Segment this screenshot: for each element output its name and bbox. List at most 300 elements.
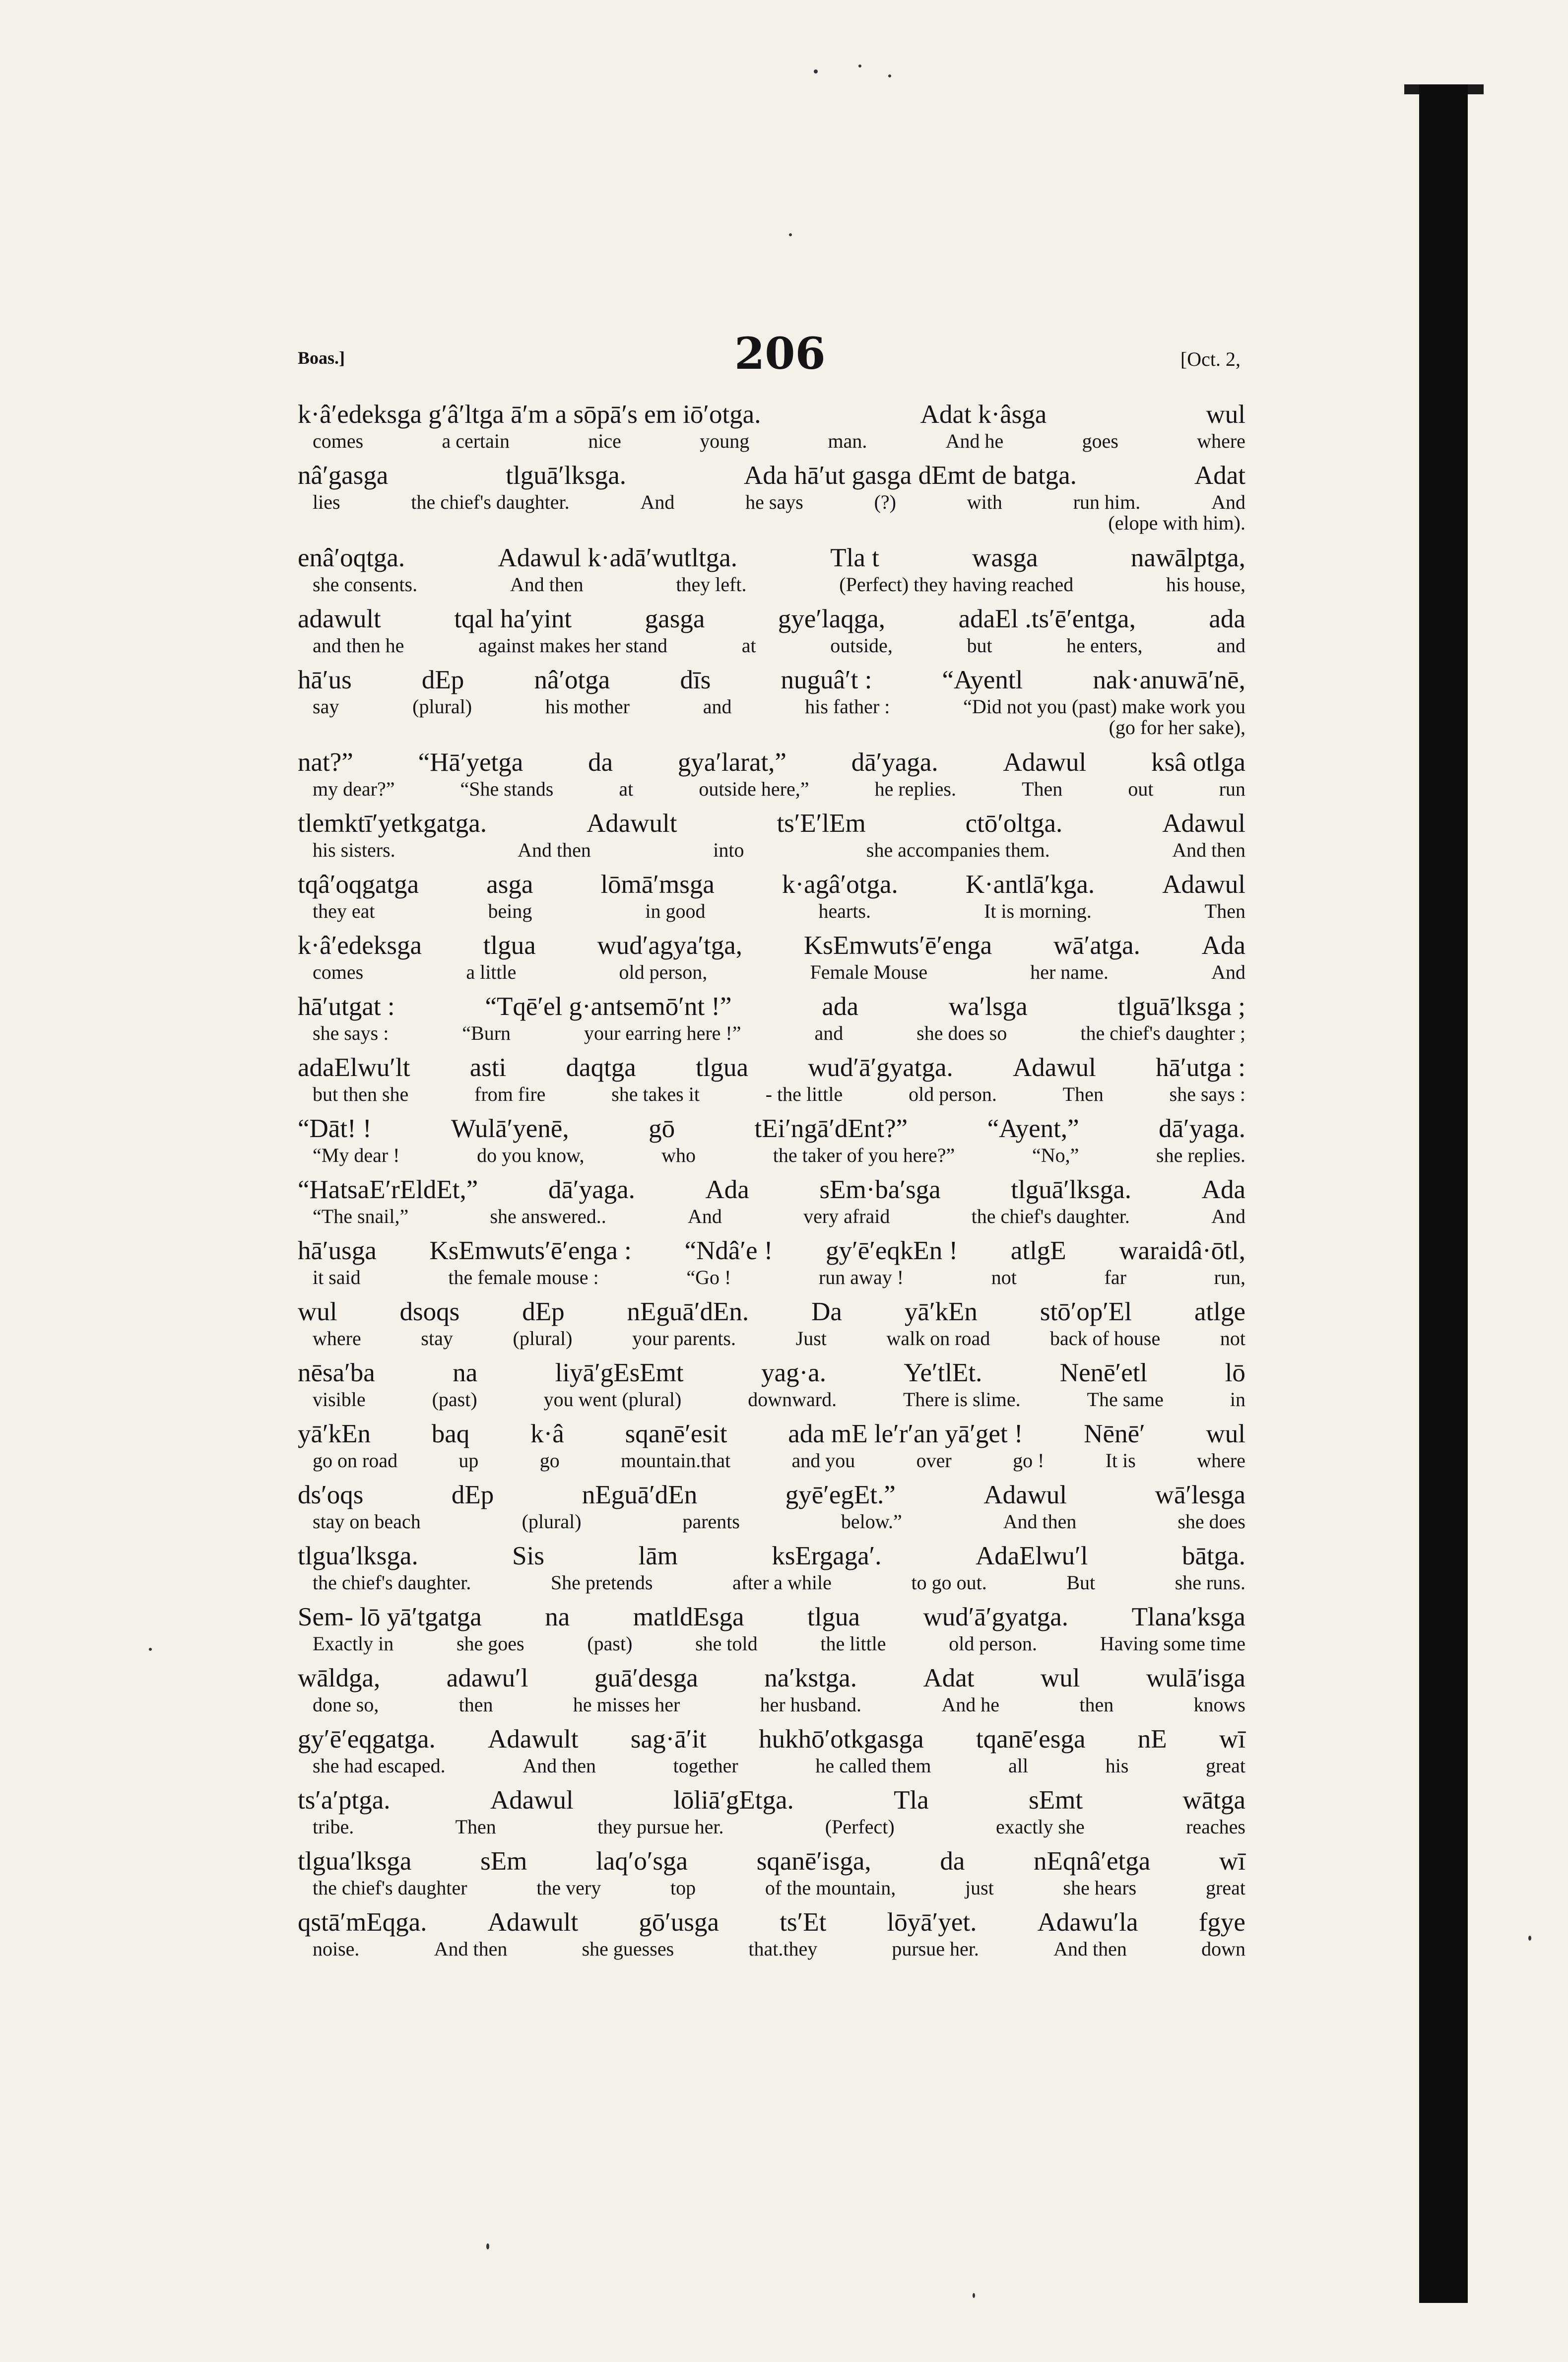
gloss-word: comes: [313, 430, 364, 452]
native-word: ts′Et: [780, 1908, 827, 1937]
native-text-line: [298, 931, 1245, 960]
gloss-word: - the little: [765, 1083, 843, 1105]
native-word: Adawul k·adā′wutltga.: [498, 543, 737, 572]
native-word: Adat k·âsga: [920, 400, 1047, 429]
gloss-word: run him.: [1073, 491, 1141, 513]
english-gloss-line: [298, 1877, 1245, 1899]
gloss-word: And: [687, 1205, 722, 1227]
native-word: dEp: [522, 1297, 565, 1326]
gloss-word: “Burn: [462, 1022, 511, 1044]
gloss-word: She pretends: [550, 1571, 653, 1594]
native-word: wa′lsga: [948, 992, 1028, 1021]
native-text-line: [298, 1175, 1245, 1205]
gloss-word: go !: [1013, 1449, 1045, 1472]
native-word: sqanē′esit: [625, 1419, 727, 1448]
gloss-word: Then: [1022, 778, 1063, 800]
scan-speck: [1528, 1936, 1531, 1941]
gloss-word: (Perfect) they having reached: [839, 573, 1074, 596]
native-word: adaElwu′lt: [298, 1053, 410, 1082]
native-word: Tla t: [830, 543, 879, 572]
gloss-word: you went (plural): [543, 1388, 682, 1411]
native-word: nEguā′dEn.: [627, 1297, 749, 1326]
gloss-word: noise.: [313, 1938, 360, 1960]
native-word: tlgua: [807, 1603, 860, 1631]
running-head-date: [Oct. 2,: [1180, 348, 1241, 370]
native-word: hā′utgat :: [298, 992, 395, 1021]
native-word: tlgua′lksga: [298, 1847, 412, 1876]
native-word: Tla: [894, 1786, 929, 1815]
native-word: Adawul: [490, 1786, 574, 1815]
native-word: lōliā′gEtga.: [673, 1786, 794, 1815]
native-word: wud′agya′tga,: [597, 931, 743, 960]
native-word: Adawult: [488, 1725, 579, 1754]
interlinear-line: [298, 809, 1245, 870]
gloss-word: And: [1211, 1205, 1245, 1227]
english-gloss-line: [298, 1389, 1245, 1411]
english-gloss-line: [298, 1206, 1245, 1227]
native-word: tqal ha′yint: [454, 605, 572, 633]
native-word: Ada: [1201, 931, 1245, 960]
gloss-word: the very: [536, 1877, 601, 1899]
native-word: gō: [649, 1114, 675, 1143]
gloss-word: (plural): [412, 695, 472, 718]
gloss-word: outside here,”: [699, 778, 809, 800]
native-word: Adawult: [487, 1908, 579, 1937]
gloss-word: she says :: [313, 1022, 389, 1044]
gloss-word: his: [1105, 1755, 1129, 1777]
native-text-line: [298, 1297, 1245, 1327]
interlinear-line: [298, 1297, 1245, 1358]
native-text-line: [298, 1541, 1245, 1571]
gloss-word: and: [1217, 634, 1245, 657]
gloss-word: (Perfect): [825, 1816, 895, 1838]
gloss-word: And he: [945, 430, 1004, 452]
native-word: dā′yaga.: [548, 1175, 635, 1204]
gloss-word: his house,: [1166, 573, 1245, 596]
gloss-word: And: [640, 491, 675, 513]
gloss-word: he replies.: [874, 778, 956, 800]
gloss-word: he says: [745, 491, 803, 513]
english-gloss-line: [298, 1083, 1245, 1105]
native-word: “HatsaE′rEldEt,”: [298, 1175, 478, 1204]
gloss-word: she takes it: [611, 1083, 700, 1105]
interlinear-line: [298, 931, 1245, 992]
native-word: sEmt: [1029, 1786, 1083, 1815]
gloss-word: downward.: [748, 1388, 837, 1411]
native-text-line: [298, 747, 1245, 777]
native-word: adaEl .ts′ē′entga,: [958, 605, 1136, 633]
native-word: hā′us: [298, 666, 352, 694]
native-word: wī: [1219, 1847, 1245, 1876]
gloss-word: he enters,: [1066, 634, 1143, 657]
gloss-word: the female mouse :: [448, 1266, 599, 1288]
native-word: Adawul: [983, 1481, 1067, 1509]
native-text-line: [298, 1724, 1245, 1754]
native-word: wātga: [1182, 1786, 1245, 1815]
gloss-word: done so,: [313, 1693, 379, 1716]
native-text-line: [298, 1053, 1245, 1082]
gloss-word: goes: [1082, 430, 1118, 452]
native-text-line: [298, 665, 1245, 695]
native-word: “Dāt! !: [298, 1114, 372, 1143]
page-number: 206: [734, 328, 826, 379]
gloss-word: over: [916, 1449, 952, 1472]
native-word: lōmā′msga: [600, 870, 715, 899]
interlinear-line: [298, 1846, 1245, 1907]
native-word: na′kstga.: [764, 1664, 857, 1692]
native-word: bātga.: [1181, 1542, 1245, 1570]
interlinear-line: [298, 1114, 1245, 1175]
native-word: Adat: [1194, 461, 1245, 490]
gloss-word: (plural): [513, 1327, 573, 1350]
native-word: na: [545, 1603, 570, 1631]
gloss-word: up: [458, 1449, 479, 1472]
gloss-word: my dear?”: [313, 778, 395, 800]
native-word: ds′oqs: [298, 1481, 364, 1509]
gloss-word: the little: [820, 1632, 886, 1655]
gloss-word: far: [1104, 1266, 1126, 1288]
gloss-word: that.they: [748, 1938, 818, 1960]
native-word: Ada: [1201, 1175, 1245, 1204]
native-word: atlge: [1194, 1297, 1245, 1326]
scan-speck: [814, 69, 818, 73]
gloss-word: old person.: [949, 1632, 1038, 1655]
gloss-word: hearts.: [818, 900, 871, 922]
native-word: fgye: [1198, 1908, 1245, 1937]
native-word: Tlana′ksga: [1131, 1603, 1245, 1631]
gloss-word: go on road: [313, 1449, 398, 1472]
gloss-word: she accompanies them.: [866, 839, 1050, 861]
native-word: yā′kEn: [904, 1297, 978, 1326]
gloss-word: (past): [432, 1388, 477, 1411]
english-gloss-line: [298, 1694, 1245, 1716]
gloss-word: but then she: [313, 1083, 409, 1105]
gloss-word: she guesses: [582, 1938, 674, 1960]
interlinear-line: [298, 1602, 1245, 1663]
native-word: ada: [822, 992, 858, 1021]
native-text-line: [298, 543, 1245, 573]
english-gloss-line: [298, 574, 1245, 596]
native-word: nat?”: [298, 748, 353, 777]
gloss-word: top: [670, 1877, 696, 1899]
gloss-word: parents: [682, 1510, 740, 1533]
native-word: nâ′otga: [534, 666, 610, 694]
gloss-word: young: [700, 430, 750, 452]
gloss-word: And then: [510, 573, 584, 596]
gloss-word: a little: [466, 961, 517, 983]
gloss-word: And: [1211, 961, 1245, 983]
scan-speck: [888, 74, 891, 77]
gloss-word: And: [1211, 491, 1245, 513]
english-gloss-line: [298, 1633, 1245, 1655]
native-word: nēsa′ba: [298, 1358, 375, 1387]
native-word: dEp: [421, 666, 464, 694]
gloss-word: “She stands: [460, 778, 554, 800]
gloss-word: And then: [1172, 839, 1245, 861]
native-word: tlguā′lksga.: [1011, 1175, 1132, 1204]
native-word: gyē′egEt.”: [785, 1481, 896, 1509]
gloss-word: he misses her: [573, 1693, 680, 1716]
gloss-word: And then: [1053, 1938, 1127, 1960]
gloss-word: mountain.that: [621, 1449, 731, 1472]
gloss-word: against makes her stand: [478, 634, 668, 657]
native-word: nak·anuwā′nē,: [1093, 666, 1245, 694]
gloss-word: in: [1230, 1388, 1245, 1411]
gloss-word: (plural): [522, 1510, 582, 1533]
native-word: yā′kEn: [298, 1419, 371, 1448]
gloss-word: just: [965, 1877, 994, 1899]
gloss-word: And then: [1003, 1510, 1077, 1533]
gloss-word: not: [1220, 1327, 1245, 1350]
gloss-word: and: [703, 695, 732, 718]
gloss-word: great: [1206, 1755, 1245, 1777]
native-word: waraidâ·ōtl,: [1119, 1236, 1245, 1265]
gloss-word: reaches: [1186, 1816, 1245, 1838]
native-text-line: [298, 400, 1245, 429]
english-gloss-line: [298, 635, 1245, 657]
gloss-word: exactly she: [995, 1816, 1085, 1838]
native-word: nEqnâ′etga: [1034, 1847, 1151, 1876]
native-word: qstā′mEqga.: [298, 1908, 427, 1937]
gloss-word: visible: [313, 1388, 366, 1411]
gloss-continuation: (elope with him).: [1108, 512, 1245, 534]
gloss-word: then: [1079, 1693, 1114, 1716]
gloss-word: she had escaped.: [313, 1755, 446, 1777]
gloss-word: all: [1008, 1755, 1029, 1777]
native-word: ts′E′lEm: [777, 809, 866, 838]
native-word: KsEmwuts′ē′enga :: [429, 1236, 632, 1265]
gloss-word: outside,: [830, 634, 893, 657]
gloss-word: lies: [313, 491, 340, 513]
gloss-word: out: [1128, 778, 1154, 800]
native-word: Adawul: [1003, 748, 1087, 777]
interlinear-line: [298, 1175, 1245, 1236]
native-text-line: [298, 1419, 1245, 1449]
native-word: hā′utga :: [1156, 1053, 1245, 1082]
native-word: nâ′gasga: [298, 461, 389, 490]
gloss-word: his sisters.: [313, 839, 395, 861]
native-word: gy′ē′eqgatga.: [298, 1725, 436, 1754]
native-word: matldEsga: [633, 1603, 744, 1631]
native-word: nEguā′dEn: [582, 1481, 698, 1509]
gloss-word: his mother: [545, 695, 630, 718]
gloss-word: old person.: [909, 1083, 997, 1105]
native-word: laq′o′sga: [596, 1847, 688, 1876]
gloss-word: “Did not you (past) make work you: [963, 695, 1245, 718]
native-word: Adawul: [1162, 870, 1245, 899]
gloss-word: she runs.: [1175, 1571, 1245, 1594]
native-word: “Ayentl: [942, 666, 1023, 694]
interlinear-line: [298, 870, 1245, 931]
native-word: “Ndâ′e !: [684, 1236, 773, 1265]
gloss-word: knows: [1193, 1693, 1245, 1716]
english-gloss-line: [298, 1572, 1245, 1594]
native-text-line: [298, 992, 1245, 1021]
scan-speck: [789, 233, 792, 236]
scan-border: [1419, 84, 1468, 2303]
native-word: ksâ otlga: [1151, 748, 1245, 777]
scan-speck: [486, 2243, 489, 2249]
gloss-word: she hears: [1063, 1877, 1137, 1899]
gloss-continuation: (go for her sake),: [1109, 716, 1245, 739]
native-word: adawu′l: [446, 1664, 528, 1692]
native-word: asti: [469, 1053, 507, 1082]
gloss-word: your parents.: [632, 1327, 736, 1350]
scan-speck: [858, 65, 861, 67]
gloss-word: where: [313, 1327, 361, 1350]
native-text-line: [298, 1358, 1245, 1388]
gloss-word: stay on beach: [313, 1510, 421, 1533]
gloss-word: “The snail,”: [313, 1205, 409, 1227]
native-word: atlgE: [1010, 1236, 1066, 1265]
native-word: Ye′tlEt.: [904, 1358, 982, 1387]
gloss-word: after a while: [732, 1571, 832, 1594]
english-gloss-line: [298, 1022, 1245, 1044]
native-word: ada: [1209, 605, 1245, 633]
native-word: Sis: [512, 1542, 544, 1570]
english-gloss-line: [298, 839, 1245, 861]
native-word: dīs: [680, 666, 711, 694]
interlinear-line: [298, 1785, 1245, 1846]
interlinear-line: [298, 604, 1245, 665]
gloss-word: and you: [791, 1449, 855, 1472]
native-word: tqâ′oqgatga: [298, 870, 419, 899]
english-gloss-line: [298, 778, 1245, 800]
english-gloss-line: [298, 961, 1245, 983]
gloss-word: There is slime.: [903, 1388, 1021, 1411]
native-word: AdaElwu′l: [975, 1542, 1088, 1570]
gloss-word: old person,: [619, 961, 708, 983]
gloss-word: (past): [587, 1632, 633, 1655]
gloss-word: her name.: [1030, 961, 1109, 983]
native-word: dā′yaga.: [1159, 1114, 1245, 1143]
native-text-line: [298, 604, 1245, 634]
native-word: sEm: [480, 1847, 527, 1876]
gloss-word: they eat: [313, 900, 375, 922]
gloss-word: your earring here !”: [584, 1022, 741, 1044]
native-word: stō′op′El: [1040, 1297, 1132, 1326]
native-word: sEm·ba′sga: [819, 1175, 941, 1204]
gloss-word: man.: [828, 430, 867, 452]
native-word: “Ayent,”: [987, 1114, 1079, 1143]
gloss-word: she told: [695, 1632, 758, 1655]
gloss-word: “Go !: [686, 1266, 731, 1288]
native-word: dEp: [451, 1481, 494, 1509]
gloss-word: comes: [313, 961, 364, 983]
gloss-word: she goes: [456, 1632, 524, 1655]
english-gloss-line: [298, 1450, 1245, 1472]
native-word: ksErgaga′.: [772, 1542, 882, 1570]
native-word: gō′usga: [639, 1908, 719, 1937]
native-word: Wulā′yenē,: [451, 1114, 569, 1143]
english-gloss-line: [298, 430, 1245, 452]
native-word: lō: [1225, 1358, 1245, 1387]
english-gloss-line: [298, 1145, 1245, 1166]
gloss-word: walk on road: [886, 1327, 990, 1350]
gloss-word: But: [1066, 1571, 1096, 1594]
gloss-word: do you know,: [477, 1144, 585, 1166]
interlinear-text: [298, 400, 1245, 1968]
native-word: nawālptga,: [1130, 543, 1245, 572]
native-word: enâ′oqtga.: [298, 543, 405, 572]
interlinear-line: [298, 665, 1245, 747]
native-word: wul: [1040, 1664, 1080, 1692]
gloss-word: It is: [1105, 1449, 1136, 1472]
native-word: hā′usga: [298, 1236, 377, 1265]
native-word: da: [588, 748, 613, 777]
native-word: tqanē′esga: [976, 1725, 1086, 1754]
gloss-word: she says :: [1169, 1083, 1245, 1105]
native-text-line: [298, 1480, 1245, 1510]
interlinear-line: [298, 992, 1245, 1053]
gloss-word: his father :: [805, 695, 890, 718]
gloss-word: tribe.: [313, 1816, 354, 1838]
interlinear-line: [298, 1480, 1245, 1541]
native-word: da: [940, 1847, 965, 1876]
gloss-word: Just: [795, 1327, 827, 1350]
gloss-word: down: [1201, 1938, 1245, 1960]
gloss-word: of the mountain,: [765, 1877, 896, 1899]
scan-speck: [973, 2293, 975, 2298]
english-gloss-line: [298, 1755, 1245, 1777]
gloss-word: he called them: [815, 1755, 931, 1777]
native-word: nE: [1137, 1725, 1167, 1754]
gloss-word: her husband.: [760, 1693, 862, 1716]
native-word: Adawul: [1013, 1053, 1096, 1082]
gloss-word: “My dear !: [313, 1144, 400, 1166]
native-word: sqanē′isga,: [756, 1847, 871, 1876]
gloss-word: together: [673, 1755, 738, 1777]
gloss-word: not: [991, 1266, 1017, 1288]
gloss-word: from fire: [474, 1083, 546, 1105]
native-word: tlguā′lksga.: [506, 461, 626, 490]
native-text-line: [298, 1785, 1245, 1815]
gloss-word: Exactly in: [313, 1632, 394, 1655]
native-text-line: [298, 1114, 1245, 1144]
english-gloss-line: [298, 1938, 1245, 1960]
native-word: wāldga,: [298, 1664, 381, 1692]
native-word: ada mE le′r′an yā′get !: [788, 1419, 1023, 1448]
native-text-line: [298, 1663, 1245, 1693]
native-text-line: [298, 461, 1245, 490]
native-word: tlgua′lksga.: [298, 1542, 418, 1570]
native-word: tlgua: [483, 931, 536, 960]
interlinear-line: [298, 461, 1245, 543]
gloss-word: where: [1197, 1449, 1245, 1472]
gloss-word: And then: [434, 1938, 508, 1960]
native-word: Ada hā′ut gasga dEmt de batga.: [744, 461, 1077, 490]
native-word: K·antlā′kga.: [965, 870, 1095, 899]
gloss-word: It is morning.: [984, 900, 1092, 922]
gloss-word: at: [619, 778, 634, 800]
gloss-word: And he: [941, 1693, 1000, 1716]
gloss-word: who: [661, 1144, 696, 1166]
gloss-word: being: [488, 900, 532, 922]
english-gloss-line: [298, 1511, 1245, 1533]
gloss-word: the chief's daughter.: [971, 1205, 1130, 1227]
native-text-line: [298, 809, 1245, 838]
native-word: lōyā′yet.: [887, 1908, 977, 1937]
native-word: wul: [1206, 1419, 1245, 1448]
gloss-word: they left.: [676, 573, 747, 596]
native-text-line: [298, 1846, 1245, 1876]
gloss-word: a certain: [442, 430, 510, 452]
native-word: tEi′ngā′dEnt?”: [754, 1114, 908, 1143]
gloss-word: the chief's daughter ;: [1080, 1022, 1245, 1044]
native-word: tlgua: [696, 1053, 749, 1082]
native-word: tlguā′lksga ;: [1117, 992, 1245, 1021]
gloss-word: where: [1197, 430, 1245, 452]
